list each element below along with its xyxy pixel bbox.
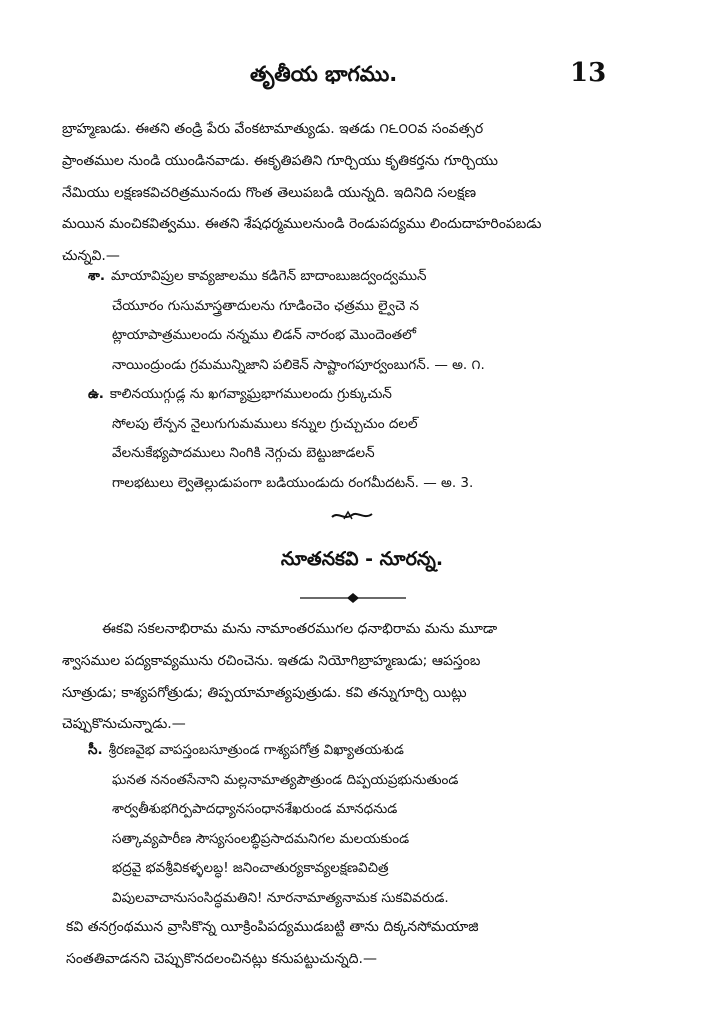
diamond-divider-icon bbox=[300, 592, 406, 604]
verse-line: గాలభటులు ల్వెతెల్లుడుపంగా బడియుండుదు రంగమీదటన్. — అ. 3. bbox=[112, 474, 474, 491]
text-line: నేమియు లక్షణకవిచరిత్రమునందు గొంత తెలుపబడి యున్నది. ఇదినిది సలక్షణ bbox=[62, 184, 477, 201]
verse-line: ట్లాయాపాత్రములందు నన్నము లిడన్ నారంభ మొందెంతలో bbox=[112, 327, 417, 344]
verse-line: శ్రీరణవైభ వాపస్తంబసూత్రుండ గాశ్యపగోత్ర విఖ్యాతయశుడ bbox=[108, 742, 404, 758]
text-line: చెప్పుకొనుచున్నాడు.— bbox=[62, 716, 186, 733]
text-line: చున్నవి.— bbox=[62, 248, 120, 265]
verse-line: భద్రవై భవశ్రీవికళ్ళలబ్ధ! జనించాతుర్యకావ్యలక్షణవిచిత్ర bbox=[112, 860, 389, 877]
verse-meter-marker: శా. bbox=[88, 268, 106, 284]
text-line: బ్రాహ్మణుడు. ఈతని తండ్రి పేరు వేంకటామాత్యుడు. ఇతడు ౧౬౦౦వ సంవత్సర bbox=[62, 121, 484, 137]
verse-line: విపులవాచానుసంసిద్ధమతిని! నూరనామాత్యనామక సుకవివరుడ. bbox=[112, 889, 449, 906]
running-title: తృతీయ భాగము. bbox=[250, 62, 398, 86]
verse-line: నాయింద్రుండు గ్రమమున్నిజాని పలికెన్ సాష్టాంగపూర్వంబుగన్. — అ. ౧. bbox=[112, 356, 485, 373]
text-line: ప్రాంతముల నుండి యుండినవాడు. ఈకృతిపతిని గూర్చియు కృతికర్తను గూర్చియు bbox=[62, 152, 498, 169]
verse-line: శార్వతీశుభగిర్పపాదధ్యానసంధానశేఖరుండ మానధనుడ bbox=[112, 801, 398, 818]
verse-meter-marker: సీ. bbox=[88, 742, 103, 758]
page-header bbox=[0, 58, 724, 98]
intro-paragraph bbox=[62, 114, 674, 273]
page-number: 13 bbox=[570, 58, 607, 88]
text-line: మయిన మంచికవిత్వము. ఈతని శేషధర్మములనుండి రెండుపద్యము లిందుదాహరింపబడు bbox=[62, 216, 542, 233]
text-line: ఈకవి సకలనాభిరామ మను నామాంతరముగల ధనాభిరామ మను మూడా bbox=[102, 621, 498, 637]
verse-sardula bbox=[88, 262, 678, 380]
verse-meter-marker: ఉ. bbox=[88, 386, 104, 402]
verse-line: మాయావిప్రుల కావ్యజాలము కడిగెన్ బాదాంబుజద్వంద్వమున్ bbox=[111, 268, 427, 284]
text-line: కవి తనగ్రంథమున వ్రాసికొన్న యీక్రింపిపద్యముడబట్టి తాను దిక్కనసోమయాజి bbox=[66, 919, 479, 935]
body-paragraph bbox=[62, 614, 674, 741]
text-line: శ్వాసముల పద్యకావ్యమును రచించెను. ఇతడు నియోగిబ్రాహ్మణుడు; ఆపస్తంబ bbox=[62, 652, 481, 669]
verse-line: ఘనత ననంతసేనాని మల్లనామాత్యపౌత్రుండ దిప్పయప్రభునుతుండ bbox=[112, 771, 459, 788]
flourish-ornament-icon bbox=[330, 508, 374, 524]
verse-sisa bbox=[88, 736, 678, 914]
closing-paragraph bbox=[66, 912, 678, 976]
text-line: సూత్రుడు; కాశ్యపగోత్రుడు; తిప్పయామాత్యపుత్రుడు. కవి తన్నుగూర్చి యిట్లు bbox=[62, 684, 467, 701]
verse-line: కాలినయుగ్గుడ్ల ను ఖగవ్యాఘ్రభాగములందు గ్రుక్కుచున్ bbox=[109, 386, 392, 402]
section-title: నూతనకవి - నూరన్న. bbox=[280, 548, 444, 570]
verse-line: వేలనుకేభ్యపాదములు నింగికి నెగ్గుచు బెట్టుజాడలన్ bbox=[112, 445, 375, 462]
verse-line: సత్కావ్యపారీణ సౌస్యసంలబ్ధిప్రసాదమనిగల మలయకుండ bbox=[112, 830, 410, 847]
text-line: సంతతివాడనని చెప్పుకొనదలంచినట్లు కనుపట్టుచున్నది.— bbox=[66, 950, 377, 967]
verse-line: చేయూరం గుసుమాస్త్రతాదులను గూడించెం ఛత్రము ల్వైచె న bbox=[112, 297, 419, 314]
verse-line: సోలపు లేన్పన నైలుగుగుమములు కన్నుల గ్రుచ్చుచుం దలల్ bbox=[112, 415, 418, 432]
verse-utpalamala bbox=[88, 380, 678, 498]
